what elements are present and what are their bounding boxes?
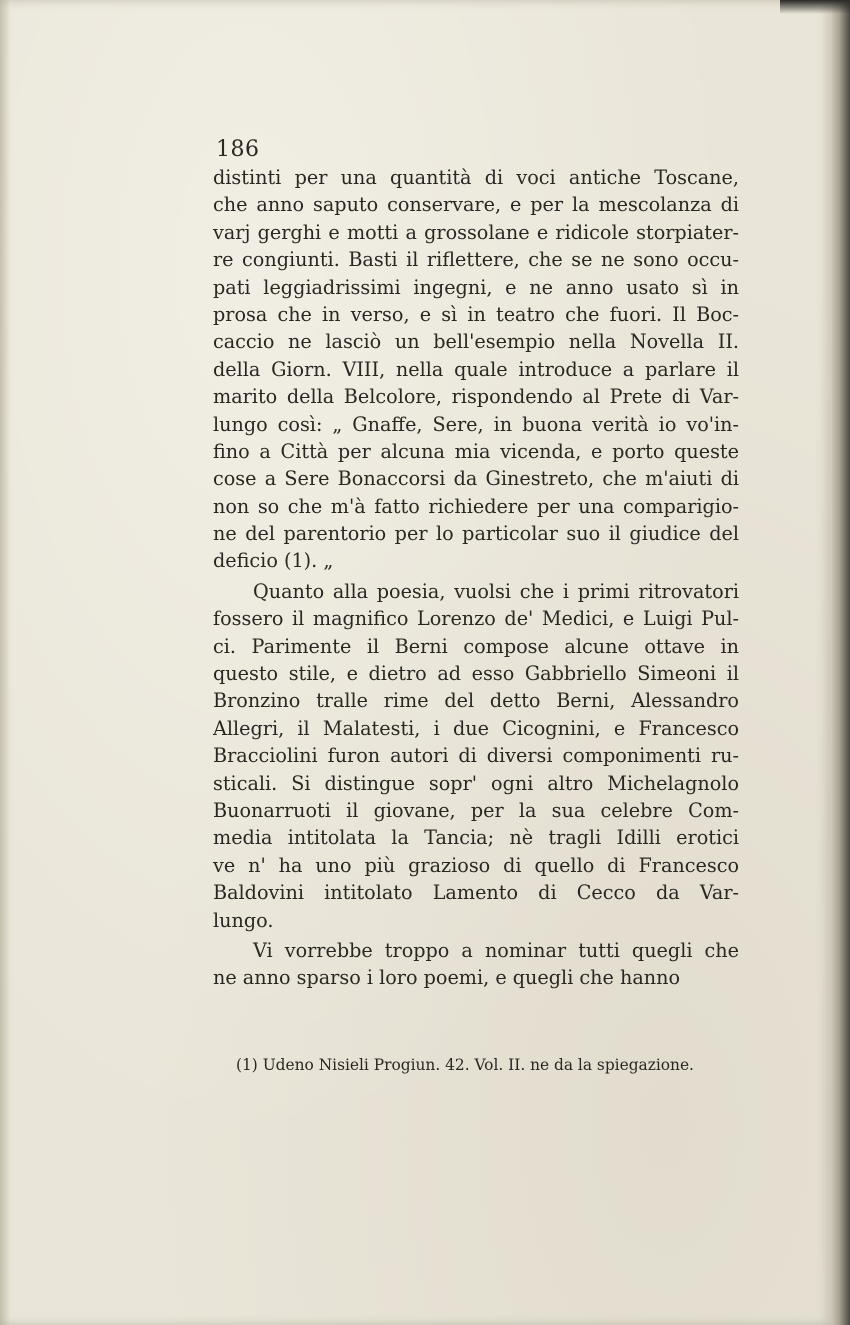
text-line: Bronzino tralle rime del detto Berni, Alessandro (213, 689, 739, 713)
text-line: ve n' ha uno più grazioso di quello di Francesco (213, 853, 739, 877)
page-edge-stain (0, 0, 10, 1325)
text-line: Bracciolini furon autori di diversi componimenti ru- (213, 744, 739, 768)
text-line: sticali. Si distingue sopr' ogni altro Michelagnolo (213, 771, 739, 795)
text-line: Baldovini intitolato Lamento di Cecco da Var- (213, 881, 739, 905)
text-line: media intitolata la Tancia; nè tragli Idilli erotici (213, 826, 739, 850)
background-shadow (780, 0, 850, 14)
text-line: della Giorn. VIII, nella quale introduce a parlare il (213, 357, 739, 381)
text-line: Buonarruoti il giovane, per la sua celebre Com- (213, 798, 739, 822)
text-line: fossero il magnifico Lorenzo de' Medici, e Luigi Pul- (213, 607, 739, 631)
footnote: (1) Udeno Nisieli Progiun. 42. Vol. II. ne da la spiegazione. (236, 1056, 694, 1074)
text-line: non so che m'à fatto richiedere per una comparigio- (213, 494, 739, 518)
paragraph (213, 578, 739, 934)
text-line: questo stile, e dietro ad esso Gabbriello Simeoni il (213, 662, 739, 686)
text-line: pati leggiadrissimi ingegni, e ne anno usato sì in (213, 275, 739, 299)
body-text (213, 164, 739, 992)
text-line: Quanto alla poesia, vuolsi che i primi ritrovatori (253, 579, 739, 603)
text-line: re congiunti. Basti il riflettere, che se ne sono occu- (213, 248, 739, 272)
text-line: marito della Belcolore, rispondendo al Prete di Var- (213, 385, 739, 409)
text-line: ci. Parimente il Berni compose alcune ottave in (213, 634, 739, 658)
text-line: Allegri, il Malatesti, i due Cicognini, e Francesco (213, 716, 739, 740)
text-line: fino a Città per alcuna mia vicenda, e porto queste (213, 439, 739, 463)
text-line: lungo. (213, 908, 274, 932)
text-line: prosa che in verso, e sì in teatro che fuori. Il Boc- (213, 302, 739, 326)
text-line: cose a Sere Bonaccorsi da Ginestreto, che m'aiuti di (213, 467, 739, 491)
text-line: varj gerghi e motti a grossolane e ridicole storpiater- (213, 220, 739, 244)
text-line: caccio ne lasciò un bell'esempio nella Novella II. (213, 330, 739, 354)
paragraph (213, 164, 739, 575)
page-number: 186 (216, 137, 260, 162)
text-line: deficio (1). „ (213, 549, 334, 573)
text-line: che anno saputo conservare, e per la mescolanza di (213, 193, 739, 217)
text-line: ne del parentorio per lo particolar suo il giudice del (213, 522, 739, 546)
paragraph (213, 937, 739, 992)
page-edge-shadow (832, 0, 850, 1325)
text-line: lungo così: „ Gnaffe, Sere, in buona verità io vo'in- (213, 412, 739, 436)
text-line: distinti per una quantità di voci antiche Toscane, (213, 166, 739, 189)
text-line: Vi vorrebbe troppo a nominar tutti quegli che (253, 938, 739, 962)
text-line: ne anno sparso i loro poemi, e quegli che hanno (213, 966, 681, 990)
